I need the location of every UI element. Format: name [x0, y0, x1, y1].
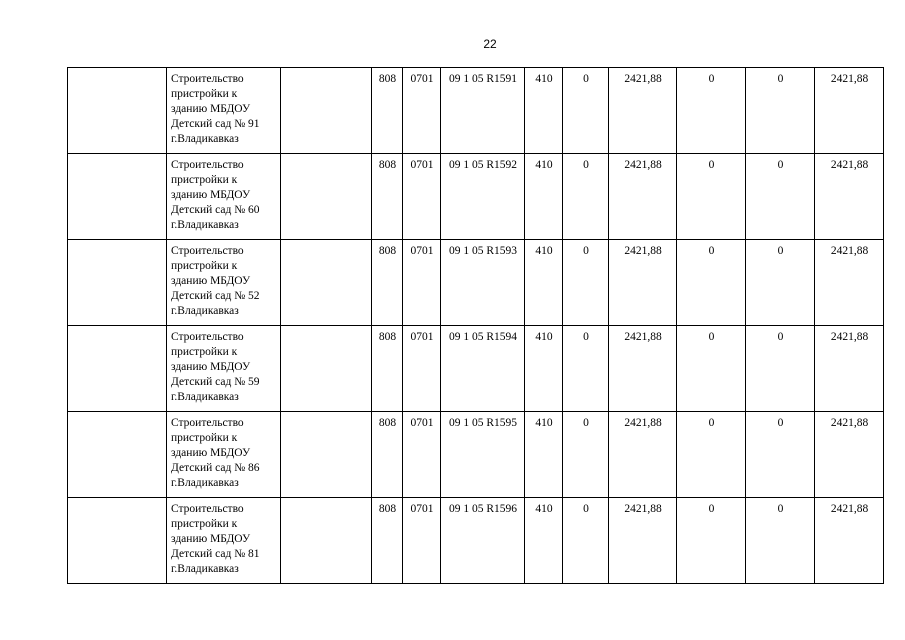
cell-value-3: 0	[677, 412, 746, 498]
description-line: пристройки к	[171, 432, 238, 444]
cell-blank	[68, 154, 167, 240]
cell-value-2: 2421,88	[609, 498, 677, 584]
table-row	[68, 326, 884, 412]
cell-target-code: 09 1 05 R1593	[441, 240, 525, 326]
description-line: г.Владикавказ	[171, 219, 239, 231]
page-number: 22	[483, 37, 497, 51]
cell-value-2: 2421,88	[609, 68, 677, 154]
cell-value-1: 0	[563, 498, 609, 584]
table-row	[68, 68, 884, 154]
description-line: пристройки к	[171, 88, 238, 100]
cell-target-code: 09 1 05 R1595	[441, 412, 525, 498]
cell-expense-type: 410	[525, 154, 563, 240]
cell-ministry-code: 808	[372, 68, 403, 154]
description-line: пристройки к	[171, 174, 238, 186]
description-line: зданию МБДОУ	[171, 361, 251, 373]
cell-value-2: 2421,88	[609, 326, 677, 412]
cell-value-1: 0	[563, 326, 609, 412]
description-line: зданию МБДОУ	[171, 447, 251, 459]
description-line: зданию МБДОУ	[171, 275, 251, 287]
cell-value-3: 0	[677, 326, 746, 412]
description-line: Строительство	[171, 245, 244, 257]
cell-blank-2	[281, 68, 372, 154]
description-line: Строительство	[171, 73, 244, 85]
budget-table	[67, 67, 884, 584]
cell-value-5: 2421,88	[815, 68, 884, 154]
cell-value-4: 0	[746, 68, 815, 154]
cell-expense-type: 410	[525, 68, 563, 154]
cell-expense-type: 410	[525, 412, 563, 498]
cell-value-4: 0	[746, 240, 815, 326]
cell-blank	[68, 498, 167, 584]
cell-value-5: 2421,88	[815, 498, 884, 584]
description-line: пристройки к	[171, 346, 238, 358]
table-row	[68, 154, 884, 240]
cell-target-code: 09 1 05 R1592	[441, 154, 525, 240]
cell-description	[167, 68, 281, 154]
cell-ministry-code: 808	[372, 498, 403, 584]
cell-value-4: 0	[746, 154, 815, 240]
cell-expense-type: 410	[525, 498, 563, 584]
description-line: Детский сад № 86	[171, 462, 260, 474]
description-line: Детский сад № 59	[171, 376, 260, 388]
cell-target-code: 09 1 05 R1594	[441, 326, 525, 412]
cell-value-1: 0	[563, 154, 609, 240]
cell-value-4: 0	[746, 412, 815, 498]
cell-description	[167, 326, 281, 412]
cell-value-3: 0	[677, 240, 746, 326]
cell-value-2: 2421,88	[609, 154, 677, 240]
description-line: зданию МБДОУ	[171, 103, 251, 115]
description-line: г.Владикавказ	[171, 563, 239, 575]
cell-value-1: 0	[563, 412, 609, 498]
table-row	[68, 498, 884, 584]
cell-description	[167, 412, 281, 498]
cell-section-code: 0701	[403, 412, 441, 498]
cell-blank	[68, 326, 167, 412]
description-line: г.Владикавказ	[171, 305, 239, 317]
cell-value-5: 2421,88	[815, 154, 884, 240]
description-line: Строительство	[171, 503, 244, 515]
cell-value-5: 2421,88	[815, 240, 884, 326]
cell-description	[167, 498, 281, 584]
cell-target-code: 09 1 05 R1596	[441, 498, 525, 584]
cell-description	[167, 240, 281, 326]
cell-value-5: 2421,88	[815, 326, 884, 412]
description-line: пристройки к	[171, 260, 238, 272]
cell-section-code: 0701	[403, 154, 441, 240]
description-line: Строительство	[171, 417, 244, 429]
cell-target-code: 09 1 05 R1591	[441, 68, 525, 154]
cell-blank	[68, 412, 167, 498]
table-row	[68, 412, 884, 498]
cell-blank-2	[281, 498, 372, 584]
description-line: зданию МБДОУ	[171, 189, 251, 201]
description-line: г.Владикавказ	[171, 133, 239, 145]
description-line: г.Владикавказ	[171, 391, 239, 403]
description-line: зданию МБДОУ	[171, 533, 251, 545]
description-line: пристройки к	[171, 518, 238, 530]
cell-section-code: 0701	[403, 326, 441, 412]
cell-section-code: 0701	[403, 240, 441, 326]
cell-section-code: 0701	[403, 498, 441, 584]
description-line: г.Владикавказ	[171, 477, 239, 489]
cell-value-2: 2421,88	[609, 412, 677, 498]
cell-value-3: 0	[677, 498, 746, 584]
cell-expense-type: 410	[525, 326, 563, 412]
description-line: Детский сад № 91	[171, 118, 260, 130]
cell-blank-2	[281, 154, 372, 240]
cell-blank-2	[281, 240, 372, 326]
cell-ministry-code: 808	[372, 240, 403, 326]
cell-expense-type: 410	[525, 240, 563, 326]
cell-ministry-code: 808	[372, 412, 403, 498]
cell-description	[167, 154, 281, 240]
description-line: Детский сад № 81	[171, 548, 260, 560]
cell-value-1: 0	[563, 68, 609, 154]
cell-value-3: 0	[677, 154, 746, 240]
cell-blank-2	[281, 412, 372, 498]
cell-value-4: 0	[746, 498, 815, 584]
cell-blank	[68, 240, 167, 326]
table-row	[68, 240, 884, 326]
cell-value-4: 0	[746, 326, 815, 412]
description-line: Строительство	[171, 159, 244, 171]
cell-ministry-code: 808	[372, 154, 403, 240]
cell-value-1: 0	[563, 240, 609, 326]
description-line: Детский сад № 60	[171, 204, 260, 216]
cell-value-2: 2421,88	[609, 240, 677, 326]
description-line: Детский сад № 52	[171, 290, 260, 302]
cell-section-code: 0701	[403, 68, 441, 154]
cell-ministry-code: 808	[372, 326, 403, 412]
cell-blank-2	[281, 326, 372, 412]
cell-value-5: 2421,88	[815, 412, 884, 498]
description-line: Строительство	[171, 331, 244, 343]
cell-blank	[68, 68, 167, 154]
cell-value-3: 0	[677, 68, 746, 154]
